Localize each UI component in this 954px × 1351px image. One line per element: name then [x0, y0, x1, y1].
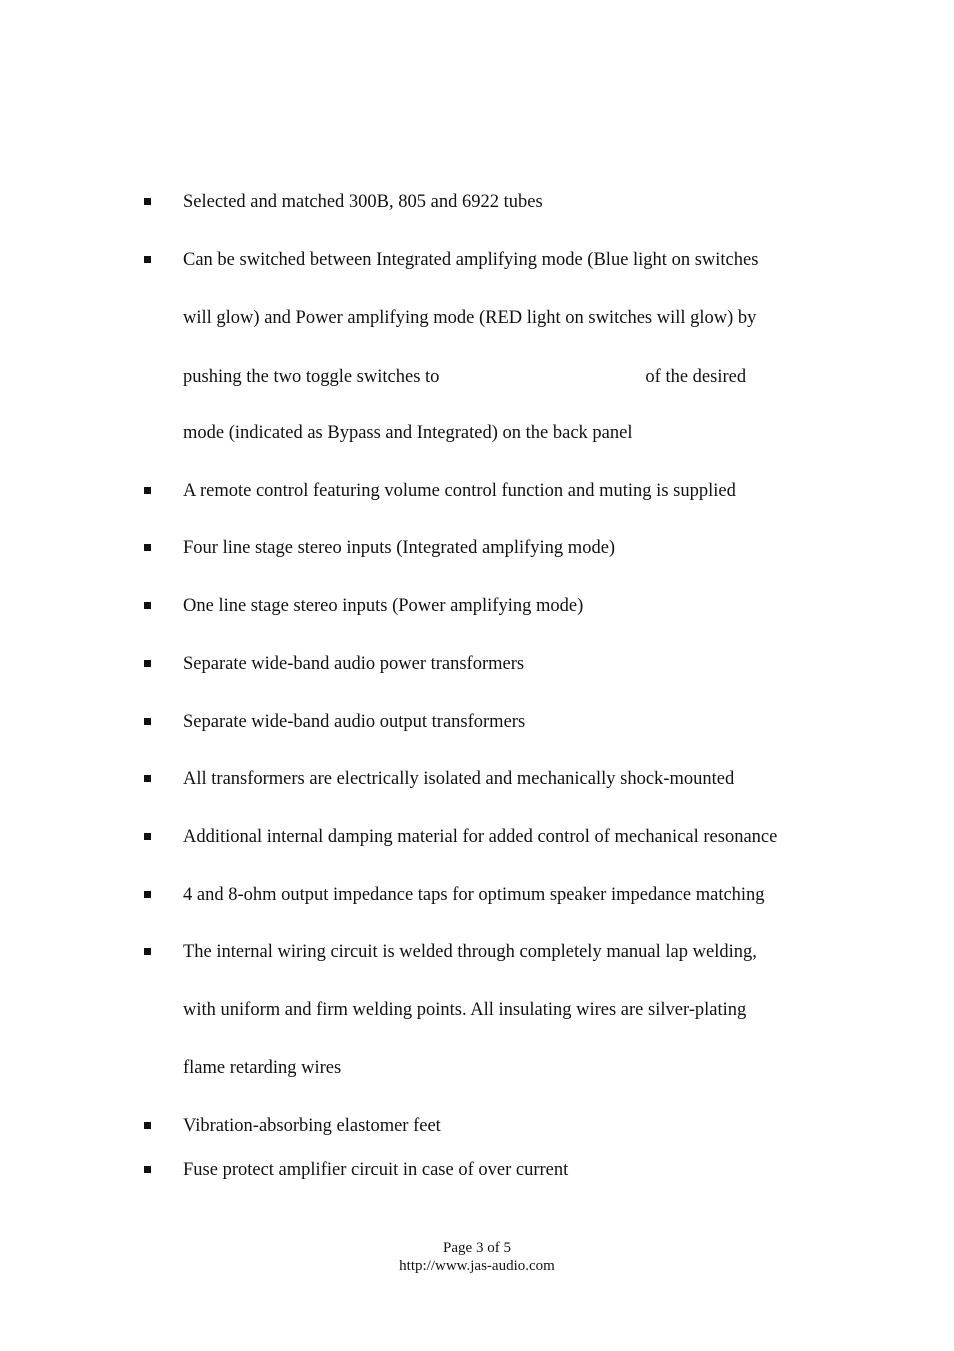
list-item-text: A remote control featuring volume control function and muting is supplied [183, 481, 736, 501]
list-item-text-with-gap [183, 366, 746, 388]
list-item-text: One line stage stereo inputs (Power amplifying mode) [183, 596, 584, 616]
bullet-icon [144, 775, 151, 782]
list-item-text: Fuse protect amplifier circuit in case of over current [183, 1160, 569, 1180]
bullet-icon [144, 891, 151, 898]
list-item-text: Four line stage stereo inputs (Integrated amplifying mode) [183, 538, 616, 558]
list-item-text: Can be switched between Integrated amplifying mode (Blue light on switches [183, 250, 759, 270]
bullet-icon [144, 198, 151, 205]
list-item-text: Additional internal damping material for added control of mechanical resonance [183, 827, 778, 847]
list-item-text: mode (indicated as Bypass and Integrated) on the back panel [183, 423, 633, 443]
bullet-icon [144, 948, 151, 955]
list-item-text: Separate wide-band audio output transformers [183, 712, 526, 732]
list-item-text: Selected and matched 300B, 805 and 6922 tubes [183, 192, 543, 212]
bullet-icon [144, 660, 151, 667]
list-item-text: Separate wide-band audio power transformers [183, 654, 525, 674]
list-item-text: of the desired [645, 367, 747, 387]
bullet-icon [144, 718, 151, 725]
bullet-icon [144, 1166, 151, 1173]
page-number: Page 3 of 5 [443, 1240, 511, 1256]
bullet-icon [144, 833, 151, 840]
footer-url[interactable]: http://www.jas-audio.com [399, 1258, 555, 1274]
list-item-text: with uniform and firm welding points. All insulating wires are silver-plating [183, 1000, 747, 1020]
list-item-text: pushing the two toggle switches to [183, 367, 440, 387]
list-item-text: will glow) and Power amplifying mode (RED light on switches will glow) by [183, 308, 757, 328]
bullet-icon [144, 487, 151, 494]
bullet-icon [144, 602, 151, 609]
bullet-icon [144, 1122, 151, 1129]
list-item-text: All transformers are electrically isolated and mechanically shock-mounted [183, 769, 735, 789]
list-item-text: 4 and 8-ohm output impedance taps for optimum speaker impedance matching [183, 885, 765, 905]
bullet-icon [144, 256, 151, 263]
list-item-text: Vibration-absorbing elastomer feet [183, 1116, 441, 1136]
list-item-text: The internal wiring circuit is welded through completely manual lap welding, [183, 942, 757, 962]
bullet-icon [144, 544, 151, 551]
list-item-text: flame retarding wires [183, 1058, 342, 1078]
